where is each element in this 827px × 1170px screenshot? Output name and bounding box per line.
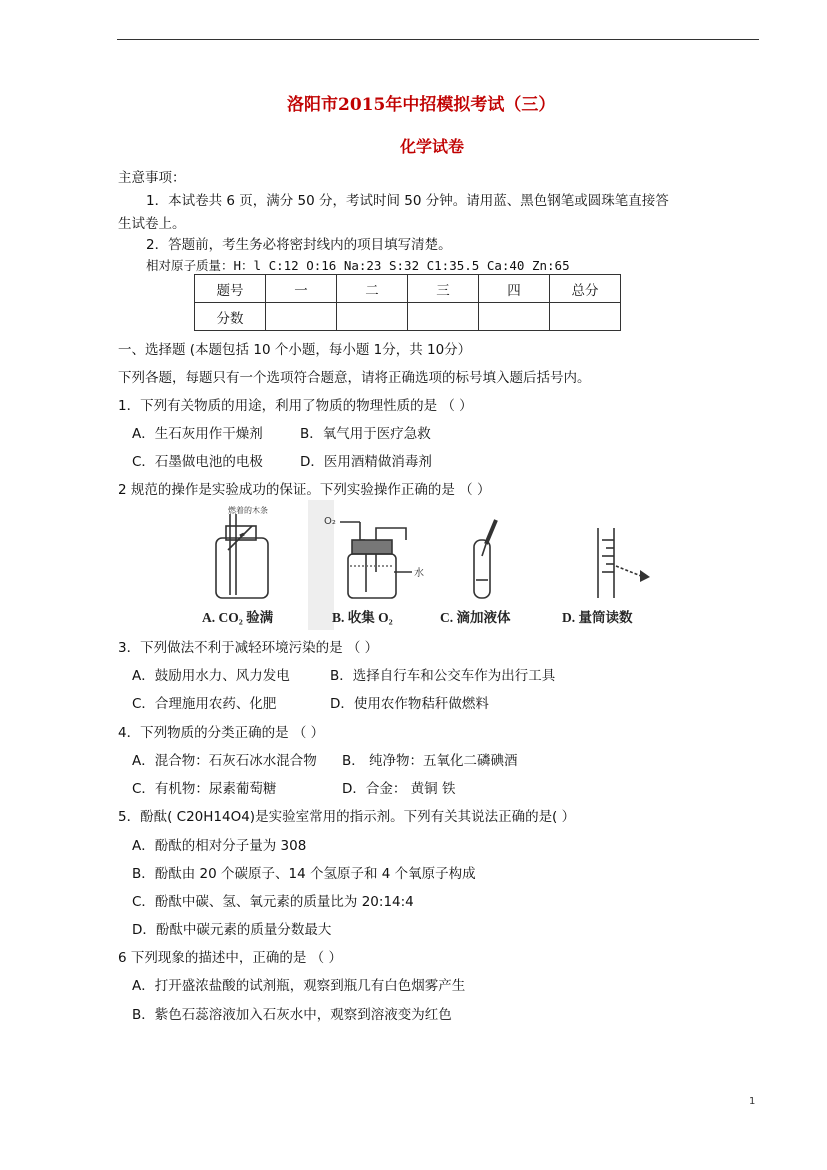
table-cell: 四 [479, 275, 550, 303]
question-6-stem: 6 下列现象的描述中，正确的是 （ ） [118, 950, 342, 966]
caption-b: B. 收集 O₂ [332, 610, 393, 625]
score-table-header-row [195, 275, 621, 303]
exam-subtitle: 化学试卷 [400, 137, 465, 156]
question-3-option-a: A．鼓励用水力、风力发电 [132, 668, 290, 684]
score-table-score-row [195, 303, 621, 331]
table-cell: 总分 [550, 275, 621, 303]
question-1-option-b: B．氧气用于医疗急救 [300, 426, 431, 442]
o2-label: O₂ [324, 516, 336, 527]
table-cell: 三 [408, 275, 479, 303]
page-number: 1 [749, 1096, 756, 1107]
note-item-1-cont: 生试卷上。 [118, 216, 186, 232]
question-4-option-c: C．有机物：尿素葡萄糖 [132, 781, 277, 797]
caption-c: C. 滴加液体 [440, 610, 511, 625]
question-4-option-d: D．合金： 黄铜 铁 [342, 781, 456, 797]
notes-heading: 主意事项： [118, 170, 186, 186]
question-5-option-c: C．酚酞中碳、氢、氧元素的质量比为 20:14:4 [132, 894, 414, 910]
note-item-1: 1．本试卷共 6 页，满分 50 分，考试时间 50 分钟。请用蓝、黑色钢笔或圆珠笔直接答 [146, 193, 669, 209]
header-rule [117, 39, 759, 40]
apparatus-a-co2-check [216, 505, 268, 598]
atomic-mass-line: 相对原子质量：H：l C:12 O:16 Na:23 S:32 C1:35.5 Ca:40 Zn:65 [146, 258, 570, 273]
table-cell: 分数 [195, 303, 266, 331]
question-3-option-c: C．合理施用农药、化肥 [132, 696, 277, 712]
question-5-option-a: A．酚酞的相对分子量为 308 [132, 838, 307, 854]
caption-d: D. 量筒读数 [562, 610, 633, 625]
question-3-option-d: D．使用农作物秸秆做燃料 [330, 696, 489, 712]
question-1-option-d: D．医用酒精做消毒剂 [300, 454, 432, 470]
table-cell: 二 [337, 275, 408, 303]
question-5-stem: 5．酚酞( C20H14O4)是实验室常用的指示剂。下列有关其说法正确的是( ） [118, 809, 576, 825]
score-input-cell[interactable] [550, 303, 621, 331]
question-1-stem: 1．下列有关物质的用途，利用了物质的物理性质的是 （ ） [118, 398, 473, 414]
section-instruction: 下列各题，每题只有一个选项符合题意，请将正确选项的标号填入题后括号内。 [118, 370, 591, 386]
section-heading: 一、选择题 (本题包括 10 个小题，每小题 1分，共 10分） [118, 342, 472, 358]
question-4-stem: 4．下列物质的分类正确的是 （ ） [118, 725, 325, 741]
question-6-option-b: B．紫色石蕊溶液加入石灰水中，观察到溶液变为红色 [132, 1007, 452, 1023]
apparatus-d-cylinder-reading [598, 528, 650, 598]
question-1-option-a: A．生石灰用作干燥剂 [132, 426, 263, 442]
score-input-cell[interactable] [408, 303, 479, 331]
water-label: 水 [414, 568, 424, 579]
table-cell: 题号 [195, 275, 266, 303]
score-input-cell[interactable] [337, 303, 408, 331]
apparatus-c-dropper [474, 520, 496, 598]
question-3-stem: 3．下列做法不利于减轻环境污染的是 （ ） [118, 640, 379, 656]
question-4-option-b: B． 纯净物：五氧化二磷碘酒 [342, 753, 518, 769]
question-6-option-a: A．打开盛浓盐酸的试剂瓶，观察到瓶几有白色烟雾产生 [132, 978, 466, 994]
question-5-option-d: D．酚酞中碳元素的质量分数最大 [132, 922, 332, 938]
note-item-2: 2．答题前，考生务必将密封线内的项目填写清楚。 [146, 237, 452, 253]
question-1-option-c: C．石墨做电池的电极 [132, 454, 263, 470]
question-3-option-b: B．选择自行车和公交车作为出行工具 [330, 668, 556, 684]
score-input-cell[interactable] [266, 303, 337, 331]
caption-a: A. CO₂ 验满 [202, 610, 274, 625]
exam-title: 洛阳市2015年中招模拟考试（三） [287, 95, 556, 115]
question-2-stem: 2 规范的操作是实验成功的保证。下列实验操作正确的是 （ ） [118, 482, 491, 498]
burning-stick-label: 燃着的木条 [228, 506, 268, 515]
table-cell: 一 [266, 275, 337, 303]
score-table [194, 274, 621, 331]
question-5-option-b: B．酚酞由 20 个碳原子、14 个氢原子和 4 个氧原子构成 [132, 866, 476, 882]
score-input-cell[interactable] [479, 303, 550, 331]
lab-apparatus-figure [200, 500, 660, 635]
question-4-option-a: A．混合物：石灰石冰水混合物 [132, 753, 317, 769]
